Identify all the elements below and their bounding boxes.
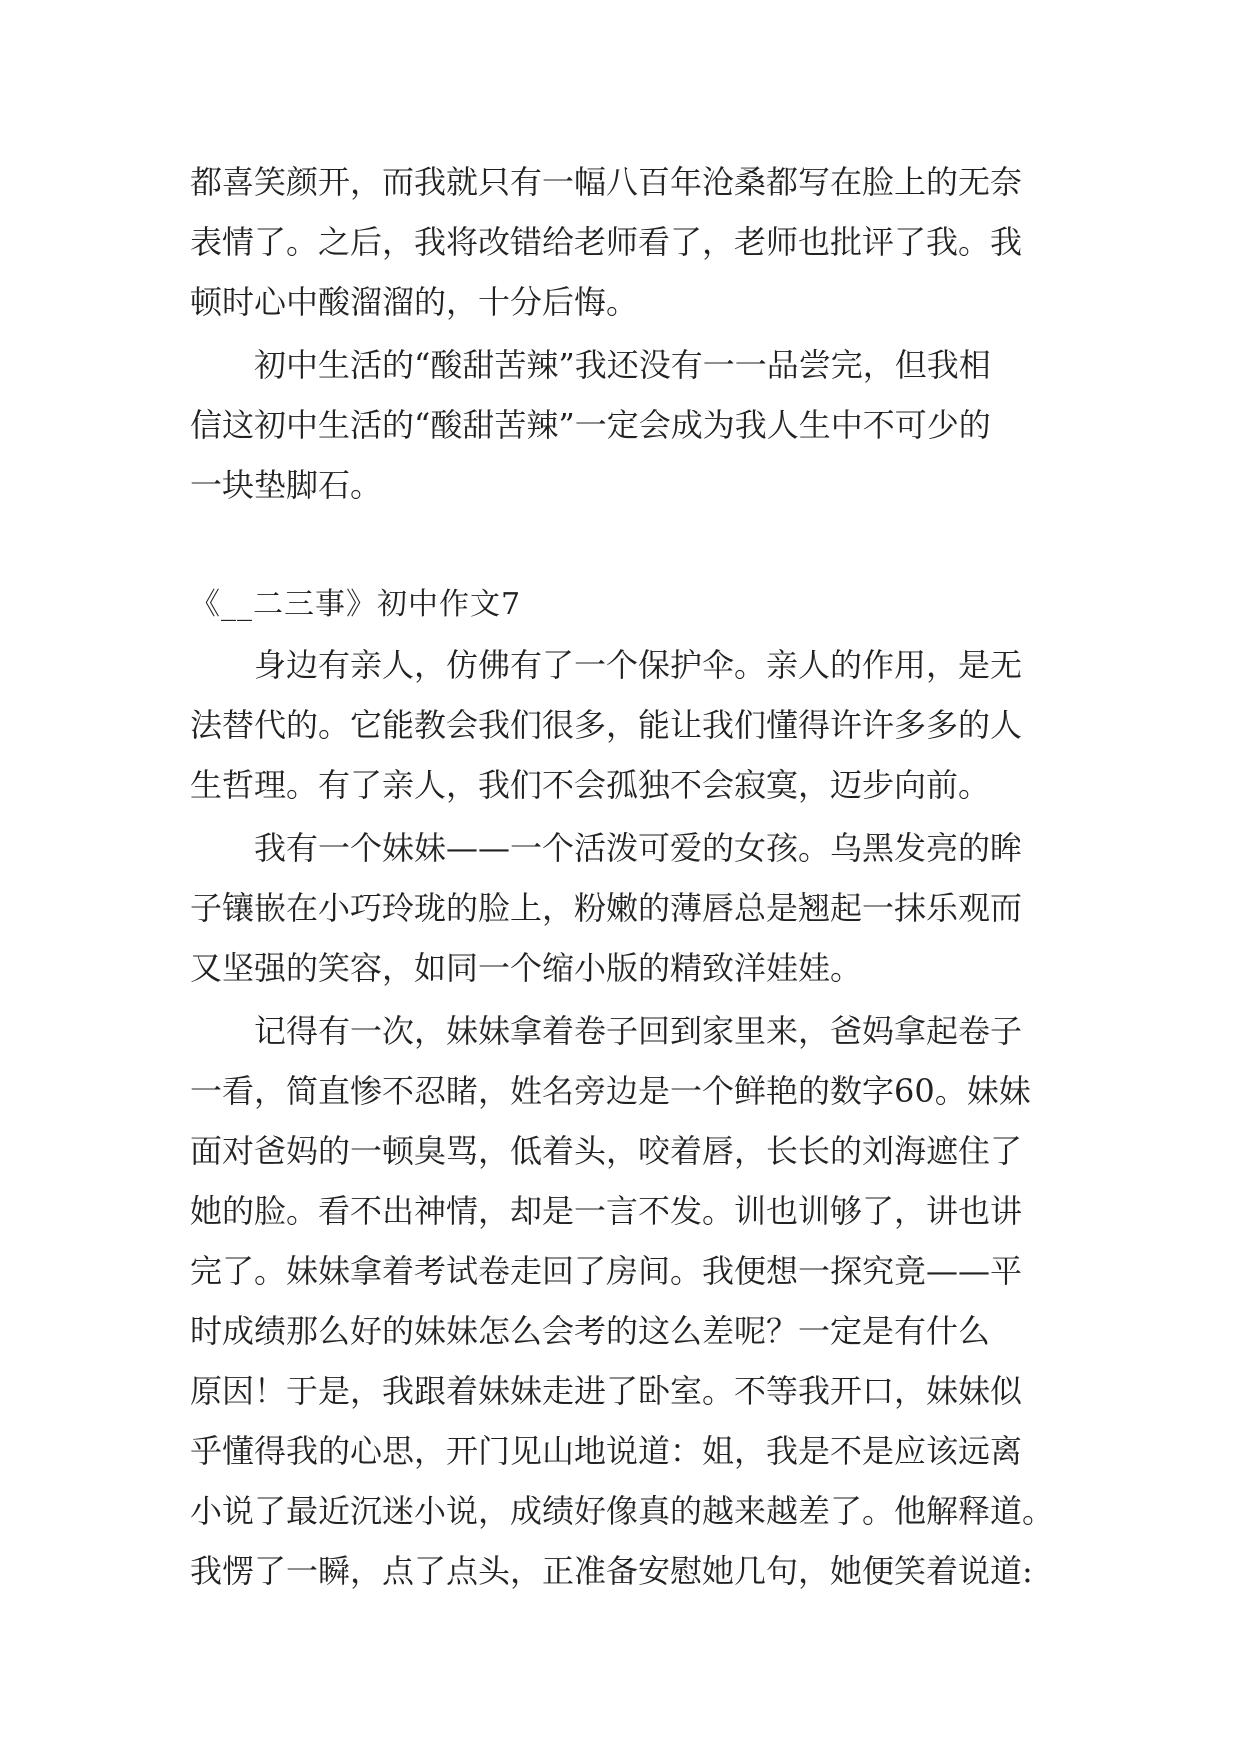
paragraph-line: 我有一个妹妹——一个活泼可爱的女孩。乌黑发亮的眸 bbox=[254, 829, 1023, 867]
paragraph-line: 面对爸妈的一顿臭骂，低着头，咬着唇，长长的刘海遮住了 bbox=[190, 1132, 1023, 1170]
paragraph-line: 乎懂得我的心思，开门见山地说道：姐，我是不是应该远离 bbox=[190, 1432, 1023, 1470]
paragraph-line: 身边有亲人，仿佛有了一个保护伞。亲人的作用，是无 bbox=[254, 646, 1023, 684]
paragraph-line: 初中生活的“酸甜苦辣”我还没有一一品尝完，但我相 bbox=[254, 346, 991, 384]
paragraph-line: 子镶嵌在小巧玲珑的脸上，粉嫩的薄唇总是翘起一抹乐观而 bbox=[190, 889, 1023, 927]
paragraph-line: 表情了。之后，我将改错给老师看了，老师也批评了我。我 bbox=[190, 223, 1023, 261]
paragraph-line: 生哲理。有了亲人，我们不会孤独不会寂寞，迈步向前。 bbox=[190, 766, 991, 804]
essay-title: 《__二三事》初中作文7 bbox=[190, 587, 522, 622]
paragraph-line: 一看，简直惨不忍睹，姓名旁边是一个鲜艳的数字60。妹妹 bbox=[190, 1072, 1031, 1110]
paragraph-line: 信这初中生活的“酸甜苦辣”一定会成为我人生中不可少的 bbox=[190, 406, 991, 444]
paragraph-line: 我愣了一瞬，点了点头，正准备安慰她几句，她便笑着说道: bbox=[190, 1552, 1033, 1590]
paragraph-line: 顿时心中酸溜溜的，十分后悔。 bbox=[190, 283, 639, 321]
paragraph-line: 一块垫脚石。 bbox=[190, 466, 383, 504]
paragraph-line: 小说了最近沉迷小说，成绩好像真的越来越差了。他解释道。 bbox=[190, 1492, 1054, 1530]
paragraph-line: 时成绩那么好的妹妹怎么会考的这么差呢？一定是有什么 bbox=[190, 1312, 991, 1350]
paragraph-line: 又坚强的笑容，如同一个缩小版的精致洋娃娃。 bbox=[190, 949, 863, 987]
paragraph-line: 都喜笑颜开，而我就只有一幅八百年沧桑都写在脸上的无奈 bbox=[190, 163, 1023, 201]
paragraph-line: 她的脸。看不出神情，却是一言不发。训也训够了，讲也讲 bbox=[190, 1192, 1023, 1230]
paragraph-line: 原因！于是，我跟着妹妹走进了卧室。不等我开口，妹妹似 bbox=[190, 1372, 1023, 1410]
paragraph-line: 法替代的。它能教会我们很多，能让我们懂得许许多多的人 bbox=[190, 706, 1023, 744]
paragraph-line: 记得有一次，妹妹拿着卷子回到家里来，爸妈拿起卷子 bbox=[254, 1012, 1023, 1050]
paragraph-line: 完了。妹妹拿着考试卷走回了房间。我便想一探究竟——平 bbox=[190, 1252, 1023, 1290]
